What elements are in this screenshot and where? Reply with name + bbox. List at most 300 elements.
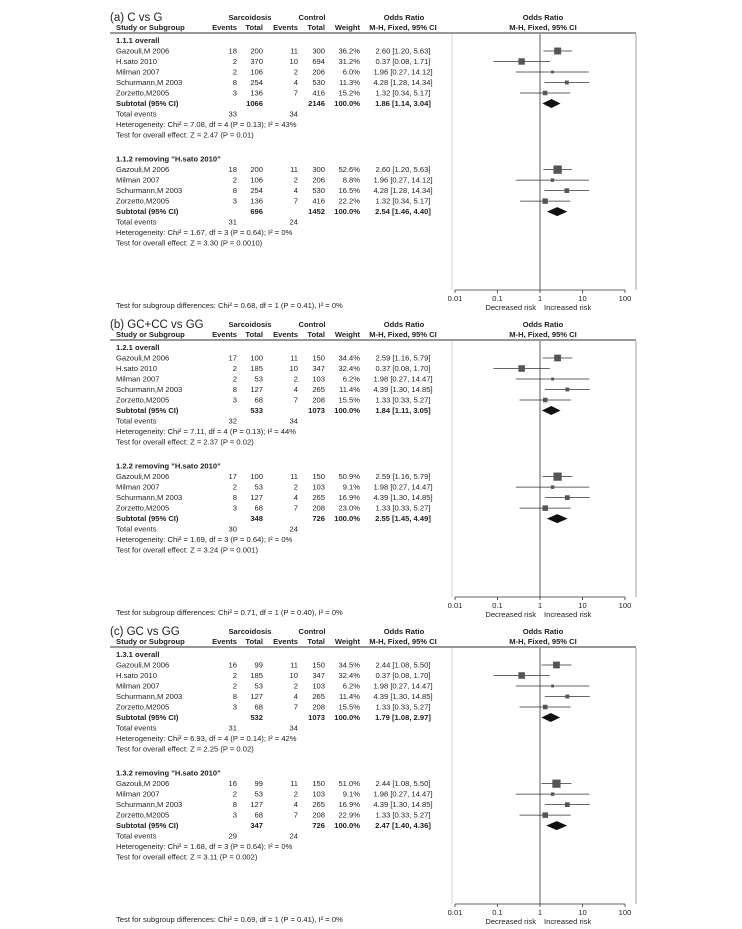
events-control: 11 (290, 165, 298, 175)
total-control: 347 (312, 671, 325, 680)
subtotal-total-sarcoidosis: 533 (250, 406, 263, 415)
study-weight: 52.6% (338, 165, 360, 175)
subtotal-total-sarcoidosis: 696 (250, 207, 263, 217)
column-header-study: Study or Subgroup (116, 23, 185, 32)
decreased-risk-label: Decreased risk (485, 303, 536, 312)
study-point (543, 398, 548, 403)
column-header-total: Total (245, 23, 263, 32)
group-header-sarcoidosis: Sarcoidosis (228, 13, 272, 22)
forest-panel (110, 626, 636, 924)
column-header-events: Events (273, 23, 298, 32)
subtotal-label: Subtotal (95% CI) (116, 207, 179, 217)
events-sarcoidosis: 2 (232, 57, 237, 66)
subtotal-total-control: 2146 (308, 99, 325, 108)
odds-ratio-ci-text: 2.60 [1.20, 5.63] (375, 46, 431, 56)
study-point (543, 505, 549, 511)
subtotal-diamond (547, 514, 568, 523)
study-point (565, 188, 570, 193)
total-events-sarcoidosis: 31 (228, 723, 237, 733)
subtotal-total-sarcoidosis: 1066 (246, 99, 263, 108)
study-name: Zorzetto,M2005 (116, 395, 170, 405)
study-point (565, 695, 569, 699)
total-sarcoidosis: 106 (250, 67, 263, 77)
group-header-sarcoidosis: Sarcoidosis (228, 627, 272, 636)
total-sarcoidosis: 100 (250, 353, 263, 363)
subtotal-ci-text: 2.55 [1.45, 4.49] (375, 514, 431, 524)
study-point (554, 48, 561, 55)
column-header-method: M-H, Fixed, 95% CI (369, 637, 437, 646)
events-sarcoidosis: 3 (232, 503, 237, 513)
column-header-method-plot: M-H, Fixed, 95% CI (509, 637, 577, 646)
study-name: Schurmann,M 2003 (116, 186, 183, 196)
total-events-label: Total events (116, 416, 157, 426)
column-header-method: M-H, Fixed, 95% CI (369, 23, 437, 32)
study-weight: 11.4% (339, 385, 360, 394)
study-name: H.sato 2010 (116, 57, 157, 66)
column-header-method-plot: M-H, Fixed, 95% CI (509, 23, 577, 32)
events-sarcoidosis: 18 (228, 165, 237, 175)
increased-risk-label: Increased risk (544, 917, 592, 924)
total-sarcoidosis: 127 (250, 385, 263, 394)
subtotal-weight: 100.0% (334, 514, 360, 524)
overall-effect-text: Test for overall effect: Z = 3.11 (P = 0.002) (116, 852, 258, 862)
x-tick-label: 0.01 (447, 601, 463, 610)
subtotal-diamond (547, 207, 567, 216)
study-weight: 11.4% (339, 692, 360, 701)
subtotal-total-control: 726 (312, 821, 325, 831)
total-sarcoidosis: 254 (250, 186, 263, 196)
study-weight: 32.4% (338, 364, 360, 373)
events-control: 10 (289, 364, 298, 373)
odds-ratio-header-text: Odds Ratio (383, 627, 425, 636)
study-weight: 6.2% (342, 374, 360, 384)
events-control: 2 (293, 175, 298, 185)
study-point (543, 91, 547, 95)
total-control: 208 (312, 702, 325, 712)
events-sarcoidosis: 3 (232, 810, 237, 820)
odds-ratio-header-text: Odds Ratio (383, 13, 425, 22)
events-sarcoidosis: 8 (232, 493, 237, 503)
total-control: 347 (312, 364, 325, 373)
odds-ratio-ci-text: 4.39 [1.30, 14.85] (373, 493, 433, 503)
subtotal-ci-text: 1.79 [1.08, 2.97] (375, 713, 431, 722)
study-point (518, 365, 525, 372)
group-header-control: Control (298, 13, 326, 22)
column-header-total: Total (307, 23, 325, 32)
panel-title: (a) C vs G (110, 12, 163, 24)
events-sarcoidosis: 16 (228, 660, 237, 670)
total-sarcoidosis: 370 (250, 57, 263, 66)
odds-ratio-ci-text: 1.33 [0.33, 5.27] (375, 395, 431, 405)
study-name: Milman 2007 (116, 175, 160, 185)
odds-ratio-ci-text: 1.98 [0.27, 14.47] (373, 482, 433, 492)
events-control: 2 (293, 67, 298, 77)
study-weight: 16.9% (338, 493, 360, 503)
odds-ratio-ci-text: 0.37 [0.08, 1.70] (375, 364, 431, 373)
total-events-control: 34 (289, 723, 298, 733)
odds-ratio-ci-text: 1.33 [0.33, 5.27] (375, 503, 431, 513)
total-sarcoidosis: 68 (254, 810, 263, 820)
total-events-control: 24 (289, 217, 298, 227)
total-sarcoidosis: 99 (254, 660, 263, 670)
subtotal-total-control: 1073 (308, 713, 325, 722)
events-control: 11 (290, 779, 298, 789)
events-sarcoidosis: 2 (232, 681, 237, 691)
odds-ratio-ci-text: 0.37 [0.08, 1.70] (375, 671, 431, 680)
total-events-label: Total events (116, 723, 157, 733)
total-events-control: 34 (289, 109, 298, 119)
events-sarcoidosis: 8 (232, 800, 237, 810)
study-weight: 6.0% (342, 67, 360, 77)
study-name: Zorzetto,M2005 (116, 702, 170, 712)
subtotal-weight: 100.0% (334, 406, 360, 415)
events-control: 4 (293, 186, 298, 196)
total-sarcoidosis: 200 (250, 165, 263, 175)
overall-effect-text: Test for overall effect: Z = 2.47 (P = 0.01) (116, 130, 254, 140)
events-control: 10 (289, 671, 298, 680)
subgroup-label: 1.1.2 removing "H.sato 2010" (116, 154, 221, 164)
total-control: 150 (312, 779, 325, 789)
subtotal-total-control: 1452 (308, 207, 325, 217)
subgroup-label: 1.3.1 overall (116, 650, 160, 659)
x-tick-label: 1 (537, 294, 543, 303)
odds-ratio-ci-text: 2.44 [1.08, 5.50] (375, 660, 431, 670)
x-tick-label: 0.1 (492, 908, 503, 917)
subtotal-weight: 100.0% (334, 207, 360, 217)
study-weight: 9.1% (342, 482, 360, 492)
events-control: 11 (290, 472, 298, 482)
subgroup-label: 1.1.1 overall (116, 36, 160, 45)
column-header-total: Total (245, 637, 263, 646)
total-sarcoidosis: 99 (254, 779, 263, 789)
total-control: 150 (312, 660, 325, 670)
subtotal-total-sarcoidosis: 532 (250, 713, 263, 722)
subtotal-label: Subtotal (95% CI) (116, 821, 179, 831)
column-header-weight: Weight (334, 23, 360, 32)
events-control: 2 (293, 681, 298, 691)
total-events-control: 24 (289, 524, 298, 534)
panel-title: (b) GC+CC vs GG (110, 319, 204, 331)
events-sarcoidosis: 8 (232, 692, 237, 701)
total-sarcoidosis: 185 (250, 364, 263, 373)
x-tick-label: 100 (618, 294, 632, 303)
odds-ratio-ci-text: 2.60 [1.20, 5.63] (375, 165, 431, 175)
study-weight: 11.3% (339, 78, 360, 87)
total-sarcoidosis: 127 (250, 692, 263, 701)
odds-ratio-ci-text: 1.33 [0.33, 5.27] (375, 702, 431, 712)
odds-ratio-ci-text: 4.39 [1.30, 14.85] (373, 692, 433, 701)
increased-risk-label: Increased risk (544, 610, 592, 619)
events-control: 11 (290, 353, 298, 363)
group-header-sarcoidosis: Sarcoidosis (228, 320, 272, 329)
study-name: Milman 2007 (116, 482, 160, 492)
events-sarcoidosis: 2 (232, 482, 237, 492)
events-sarcoidosis: 16 (228, 779, 237, 789)
events-control: 2 (293, 482, 298, 492)
study-name: Schurmann,M 2003 (116, 78, 183, 87)
total-sarcoidosis: 68 (254, 395, 263, 405)
odds-ratio-ci-text: 0.37 [0.08, 1.71] (375, 57, 431, 66)
odds-ratio-ci-text: 1.98 [0.27, 14.47] (373, 789, 433, 799)
x-tick-label: 0.1 (492, 294, 503, 303)
odds-ratio-ci-text: 1.33 [0.33, 5.27] (375, 810, 431, 820)
subtotal-weight: 100.0% (334, 99, 360, 108)
total-control: 206 (312, 175, 325, 185)
events-control: 4 (293, 800, 298, 810)
odds-ratio-header-plot: Odds Ratio (522, 320, 564, 329)
events-control: 10 (289, 57, 298, 66)
total-sarcoidosis: 127 (250, 800, 263, 810)
study-name: Gazouli,M 2006 (116, 660, 170, 670)
total-control: 208 (312, 503, 325, 513)
total-control: 265 (312, 493, 325, 503)
study-name: Zorzetto,M2005 (116, 88, 170, 98)
subgroup-label: 1.2.2 removing "H.sato 2010" (116, 461, 221, 471)
subtotal-diamond (542, 99, 560, 108)
study-point (551, 178, 554, 181)
total-sarcoidosis: 53 (254, 681, 263, 691)
study-name: Milman 2007 (116, 67, 160, 77)
total-sarcoidosis: 106 (250, 175, 263, 185)
total-sarcoidosis: 127 (250, 493, 263, 503)
odds-ratio-ci-text: 1.98 [0.27, 14.47] (373, 681, 433, 691)
study-name: Milman 2007 (116, 681, 160, 691)
x-tick-label: 100 (618, 601, 632, 610)
subtotal-label: Subtotal (95% CI) (116, 99, 179, 108)
odds-ratio-ci-text: 4.28 [1.28, 14.34] (373, 186, 433, 196)
study-name: Gazouli,M 2006 (116, 472, 170, 482)
total-events-label: Total events (116, 831, 157, 841)
total-control: 300 (312, 165, 325, 175)
study-name: Gazouli,M 2006 (116, 779, 170, 789)
total-events-label: Total events (116, 217, 157, 227)
heterogeneity-text: Heterogeneity: Chi² = 1.67, df = 3 (P = 0.64); I² = 0% (116, 228, 293, 238)
total-sarcoidosis: 185 (250, 671, 263, 680)
subtotal-label: Subtotal (95% CI) (116, 514, 179, 524)
total-control: 206 (312, 67, 325, 77)
total-sarcoidosis: 68 (254, 702, 263, 712)
study-name: Zorzetto,M2005 (116, 503, 170, 513)
study-weight: 15.5% (338, 702, 360, 712)
subgroup-label: 1.3.2 removing "H.sato 2010" (116, 768, 221, 778)
forest-panel (110, 12, 636, 312)
subtotal-total-sarcoidosis: 347 (250, 821, 263, 831)
study-weight: 22.9% (338, 810, 360, 820)
total-control: 265 (312, 385, 325, 394)
column-header-total: Total (245, 330, 263, 339)
study-weight: 16.5% (338, 186, 360, 196)
total-control: 103 (312, 374, 325, 384)
events-sarcoidosis: 17 (228, 353, 237, 363)
study-name: Gazouli,M 2006 (116, 165, 170, 175)
group-header-control: Control (298, 627, 326, 636)
study-weight: 34.5% (338, 660, 360, 670)
total-events-sarcoidosis: 29 (228, 831, 237, 841)
total-sarcoidosis: 136 (250, 88, 263, 98)
group-header-control: Control (298, 320, 326, 329)
column-header-weight: Weight (334, 330, 360, 339)
odds-ratio-ci-text: 4.39 [1.30, 14.85] (373, 800, 433, 810)
total-events-sarcoidosis: 33 (228, 109, 237, 119)
study-weight: 9.1% (342, 789, 360, 799)
study-weight: 36.2% (338, 46, 360, 56)
study-weight: 31.2% (338, 57, 360, 66)
study-name: Schurmann,M 2003 (116, 493, 183, 503)
study-name: Gazouli,M 2006 (116, 46, 170, 56)
odds-ratio-ci-text: 1.32 [0.34, 5.17] (375, 88, 431, 98)
total-sarcoidosis: 68 (254, 503, 263, 513)
total-control: 265 (312, 800, 325, 810)
column-header-events: Events (212, 23, 237, 32)
subtotal-diamond (546, 821, 567, 830)
x-tick-label: 10 (578, 908, 587, 917)
study-point (565, 495, 570, 500)
events-sarcoidosis: 2 (232, 671, 237, 680)
study-name: H.sato 2010 (116, 671, 157, 680)
study-point (553, 165, 561, 173)
x-tick-label: 1 (537, 908, 543, 917)
subtotal-ci-text: 1.84 [1.11, 3.05] (375, 406, 431, 415)
total-control: 416 (312, 196, 325, 206)
events-sarcoidosis: 18 (228, 46, 237, 56)
study-name: Milman 2007 (116, 789, 160, 799)
overall-effect-text: Test for overall effect: Z = 3.30 (P = 0.0010) (116, 238, 263, 248)
odds-ratio-ci-text: 1.96 [0.27, 14.12] (373, 175, 433, 185)
x-tick-label: 10 (578, 601, 587, 610)
overall-effect-text: Test for overall effect: Z = 2.37 (P = 0.02) (116, 437, 254, 447)
study-point (551, 792, 554, 795)
column-header-study: Study or Subgroup (116, 637, 185, 646)
heterogeneity-text: Heterogeneity: Chi² = 6.93, df = 4 (P = 0.14); I² = 42% (116, 734, 297, 743)
total-events-sarcoidosis: 32 (228, 416, 237, 426)
study-weight: 23.0% (338, 503, 360, 513)
events-sarcoidosis: 2 (232, 175, 237, 185)
total-events-label: Total events (116, 524, 157, 534)
total-sarcoidosis: 53 (254, 789, 263, 799)
total-sarcoidosis: 136 (250, 196, 263, 206)
total-sarcoidosis: 53 (254, 482, 263, 492)
x-tick-label: 10 (578, 294, 587, 303)
subtotal-diamond (542, 406, 561, 415)
odds-ratio-ci-text: 2.59 [1.16, 5.79] (375, 472, 431, 482)
study-name: Schurmann,M 2003 (116, 385, 183, 394)
study-weight: 15.2% (338, 88, 360, 98)
total-control: 103 (312, 681, 325, 691)
total-events-sarcoidosis: 31 (228, 217, 237, 227)
events-control: 7 (293, 503, 298, 513)
subtotal-weight: 100.0% (334, 713, 360, 722)
study-point (565, 81, 569, 85)
events-sarcoidosis: 2 (232, 364, 237, 373)
subtotal-ci-text: 2.47 [1.40, 4.36] (375, 821, 431, 831)
study-point (565, 388, 569, 392)
subtotal-total-control: 726 (312, 514, 325, 524)
subtotal-label: Subtotal (95% CI) (116, 713, 179, 722)
total-control: 150 (312, 472, 325, 482)
study-point (543, 812, 549, 818)
study-point (554, 355, 561, 362)
odds-ratio-header-plot: Odds Ratio (522, 627, 564, 636)
events-control: 7 (293, 196, 298, 206)
events-sarcoidosis: 3 (232, 395, 237, 405)
odds-ratio-ci-text: 4.39 [1.30, 14.85] (373, 385, 433, 394)
study-weight: 15.5% (338, 395, 360, 405)
events-sarcoidosis: 8 (232, 186, 237, 196)
study-point (543, 705, 548, 710)
total-events-sarcoidosis: 30 (228, 524, 237, 534)
heterogeneity-text: Heterogeneity: Chi² = 1.68, df = 3 (P = 0.64); I² = 0% (116, 842, 293, 852)
total-sarcoidosis: 200 (250, 46, 263, 56)
subtotal-label: Subtotal (95% CI) (116, 406, 179, 415)
study-name: Milman 2007 (116, 374, 160, 384)
column-header-weight: Weight (334, 637, 360, 646)
subtotal-diamond (541, 713, 560, 722)
events-sarcoidosis: 3 (232, 196, 237, 206)
events-sarcoidosis: 8 (232, 78, 237, 87)
subgroup-differences-text: Test for subgroup differences: Chi² = 0.68, df = 1 (P = 0.41), I² = 0% (116, 301, 343, 310)
study-point (551, 378, 554, 381)
subtotal-total-control: 1073 (308, 406, 325, 415)
odds-ratio-ci-text: 1.96 [0.27, 14.12] (373, 67, 433, 77)
column-header-events: Events (273, 637, 298, 646)
panel-title: (c) GC vs GG (110, 626, 180, 638)
study-name: Zorzetto,M2005 (116, 810, 170, 820)
total-events-control: 24 (289, 831, 298, 841)
decreased-risk-label: Decreased risk (485, 917, 536, 924)
events-control: 7 (293, 702, 298, 712)
study-weight: 16.9% (338, 800, 360, 810)
events-control: 4 (293, 692, 298, 701)
study-point (552, 780, 560, 788)
study-weight: 34.4% (338, 353, 360, 363)
column-header-events: Events (212, 637, 237, 646)
study-name: H.sato 2010 (116, 364, 157, 373)
subtotal-total-sarcoidosis: 348 (250, 514, 263, 524)
total-control: 208 (312, 810, 325, 820)
column-header-total: Total (307, 330, 325, 339)
study-point (565, 802, 570, 807)
x-tick-label: 100 (618, 908, 632, 917)
events-sarcoidosis: 2 (232, 789, 237, 799)
events-sarcoidosis: 17 (228, 472, 237, 482)
total-control: 300 (312, 46, 325, 56)
total-control: 103 (312, 789, 325, 799)
study-point (553, 662, 560, 669)
odds-ratio-ci-text: 4.28 [1.28, 14.34] (373, 78, 433, 87)
total-control: 694 (312, 57, 325, 66)
column-header-events: Events (273, 330, 298, 339)
events-control: 7 (293, 88, 298, 98)
study-weight: 22.2% (338, 196, 360, 206)
total-control: 530 (312, 78, 325, 87)
study-weight: 50.9% (338, 472, 360, 482)
forest-panel (110, 319, 636, 619)
total-sarcoidosis: 254 (250, 78, 263, 87)
total-sarcoidosis: 53 (254, 374, 263, 384)
increased-risk-label: Increased risk (544, 303, 592, 312)
study-name: Schurmann,M 2003 (116, 692, 183, 701)
total-events-label: Total events (116, 109, 157, 119)
heterogeneity-text: Heterogeneity: Chi² = 1.69, df = 3 (P = 0.64); I² = 0% (116, 535, 293, 545)
events-control: 11 (290, 660, 298, 670)
overall-effect-text: Test for overall effect: Z = 2.25 (P = 0.02) (116, 744, 254, 754)
odds-ratio-ci-text: 2.44 [1.08, 5.50] (375, 779, 431, 789)
odds-ratio-ci-text: 1.98 [0.27, 14.47] (373, 374, 433, 384)
study-weight: 32.4% (338, 671, 360, 680)
odds-ratio-ci-text: 2.59 [1.16, 5.79] (375, 353, 431, 363)
total-sarcoidosis: 100 (250, 472, 263, 482)
subtotal-ci-text: 2.54 [1.46, 4.40] (375, 207, 431, 217)
